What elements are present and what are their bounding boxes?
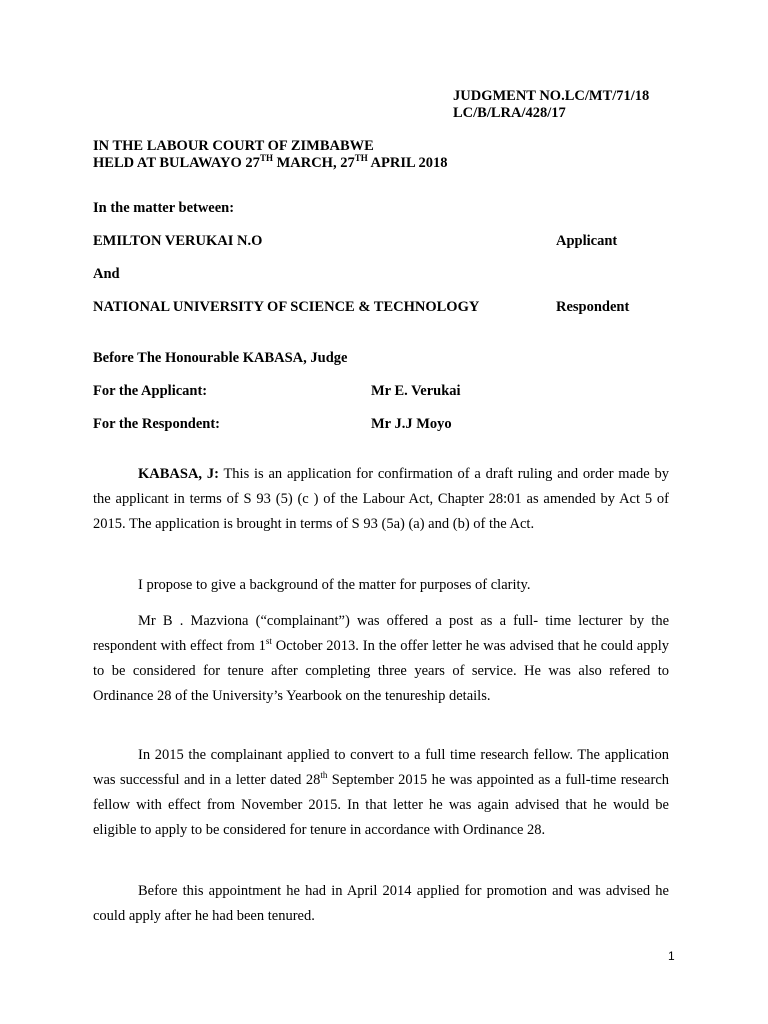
paragraph-1 — [93, 462, 669, 537]
paragraph-5: Before this appointment he had in April 2014 applied for promotion and was advised he could apply after he had been tenured. — [93, 883, 669, 924]
applicant-counsel: Mr E. Verukai — [371, 383, 461, 399]
page-number: 1 — [668, 949, 675, 963]
bench-line: Before The Honourable KABASA, Judge — [93, 350, 348, 366]
respondent-counsel: Mr J.J Moyo — [371, 416, 452, 432]
paragraph-4 — [93, 743, 669, 843]
paragraph-3-part1: Mr B . Mazviona (“complainant”) was offered a post as a full- time lecturer by the respondent with effect from 1 — [93, 613, 669, 654]
paragraph-4-part2: September 2015 he was appointed as a full-time research fellow with effect from November 2015. In that letter he was again advised that he would be eligible to apply to be considered for tenure in accordance with Ordinance 28. — [93, 772, 669, 838]
hearing-dates-part3: APRIL 2018 — [367, 155, 448, 171]
hearing-dates-sup2: TH — [354, 153, 368, 164]
paragraph-3-sup: st — [265, 636, 272, 647]
respondent-role: Respondent — [556, 299, 630, 315]
respondent-name: NATIONAL UNIVERSITY OF SCIENCE & TECHNOLOGY — [93, 299, 480, 315]
applicant-name: EMILTON VERUKAI N.O — [93, 233, 263, 249]
hearing-dates-part2: MARCH, 27 — [272, 155, 355, 171]
judge-lead: KABASA, J: — [138, 466, 219, 482]
matter-intro: In the matter between: — [93, 200, 235, 216]
judgment-number: JUDGMENT NO.LC/MT/71/18 — [453, 88, 650, 104]
hearing-dates — [93, 155, 448, 172]
hearing-dates-sup1: TH — [259, 153, 273, 164]
applicant-role: Applicant — [556, 233, 618, 249]
applicant-counsel-label: For the Applicant: — [93, 383, 208, 399]
case-number: LC/B/LRA/428/17 — [453, 105, 566, 121]
respondent-counsel-label: For the Respondent: — [93, 416, 221, 432]
paragraph-4-part1: In 2015 the complainant applied to convert to a full time research fellow. The application was successful and in a letter dated 28 — [93, 747, 669, 788]
paragraph-2: I propose to give a background of the matter for purposes of clarity. — [138, 577, 531, 593]
paragraph-1-text: This is an application for confirmation of a draft ruling and order made by the applicant in terms of S 93 (5) (c ) of the Labour Act, Chapter 28:01 as amended by Act 5 of 2015. The application is brought in terms of S 93 (5a) (a) and (b) of the Act. — [93, 466, 669, 532]
paragraph-4-sup: th — [320, 770, 328, 781]
court-name: IN THE LABOUR COURT OF ZIMBABWE — [93, 138, 374, 154]
paragraph-3-part2: October 2013. In the offer letter he was advised that he could apply to be considered for tenure after completing three years of service. He was also refered to Ordinance 28 of the University’s Yearbook on the tenureship details. — [93, 638, 669, 704]
and-label: And — [93, 266, 120, 282]
paragraph-3 — [93, 609, 669, 709]
hearing-dates-part1: HELD AT BULAWAYO 27 — [93, 155, 260, 171]
